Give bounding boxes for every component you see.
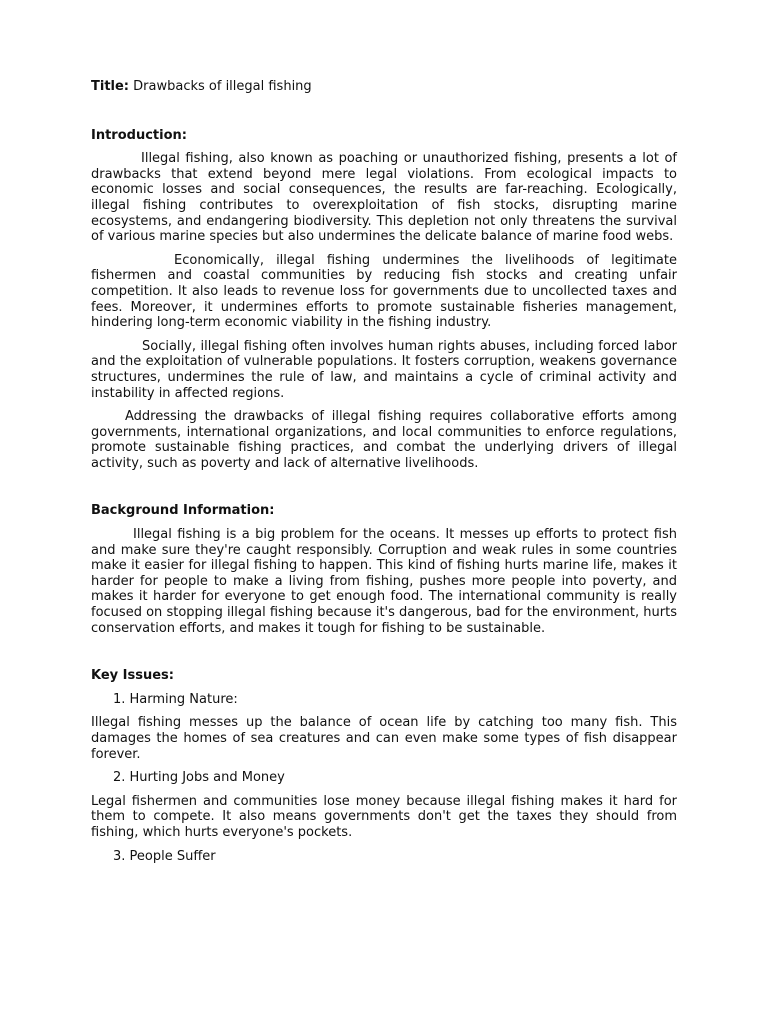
key-issue-2-label: 2. Hurting Jobs and Money xyxy=(113,770,285,786)
document-page xyxy=(91,79,677,872)
intro-paragraph-ecological: Illegal fishing, also known as poaching or unauthorized fishing, presents a lot of drawbacks that extend beyond mere legal violations. From ecological impacts to economic losses and social consequences, the results are far-reaching. Ecologically, illegal fishing contributes to overexploitation of fish stocks, disrupting marine ecosystems, and endangering biodiversity. This depletion not only threatens the survival of various marine species but also undermines the delicate balance of marine food webs. xyxy=(91,151,677,245)
document-title xyxy=(91,79,677,95)
intro-paragraph-addressing: Addressing the drawbacks of illegal fishing requires collaborative efforts among governments, international organizations, and local communities to enforce regulations, promote sustainable fishing practices, and combat the underlying drivers of illegal activity, such as poverty and lack of alternative livelihoods. xyxy=(91,409,677,471)
title-label: Title: xyxy=(91,79,130,94)
intro-paragraph-social: Socially, illegal fishing often involves human rights abuses, including forced labor and the exploitation of vulnerable populations. It fosters corruption, weakens governance structures, undermines the rule of law, and maintains a cycle of criminal activity and instability in affected regions. xyxy=(91,338,677,401)
background-heading: Background Information: xyxy=(91,503,275,519)
introduction-heading: Introduction: xyxy=(91,127,187,143)
key-issue-2-text: Legal fishermen and communities lose money because illegal fishing makes it hard for them to compete. It also means governments don't get the taxes they should from fishing, which hurts everyone's pockets. xyxy=(91,793,677,840)
title-value: Drawbacks of illegal fishing xyxy=(133,79,312,94)
key-issue-1-text: Illegal fishing messes up the balance of ocean life by catching too many fish. This damages the homes of sea creatures and can even make some types of fish disappear forever. xyxy=(91,715,677,762)
key-issue-3-label: 3. People Suffer xyxy=(113,848,216,864)
background-paragraph: Illegal fishing is a big problem for the oceans. It messes up efforts to protect fish and make sure they're caught responsibly. Corruption and weak rules in some countries make it easier for illegal fishing to happen. This kind of fishing hurts marine life, makes it harder for people to make a living from fishing, pushes more people into poverty, and makes it harder for everyone to get enough food. The international community is really focused on stopping illegal fishing because it's dangerous, bad for the environment, hurts conservation efforts, and makes it tough for fishing to be sustainable. xyxy=(91,527,677,636)
key-issues-heading: Key Issues: xyxy=(91,668,174,684)
intro-paragraph-economic: Economically, illegal fishing undermines the livelihoods of legitimate fishermen and coastal communities by reducing fish stocks and creating unfair competition. It also leads to revenue loss for governments due to uncollected taxes and fees. Moreover, it undermines efforts to promote sustainable fisheries management, hindering long-term economic viability in the fishing industry. xyxy=(91,252,677,331)
key-issue-1-label: 1. Harming Nature: xyxy=(113,691,238,707)
